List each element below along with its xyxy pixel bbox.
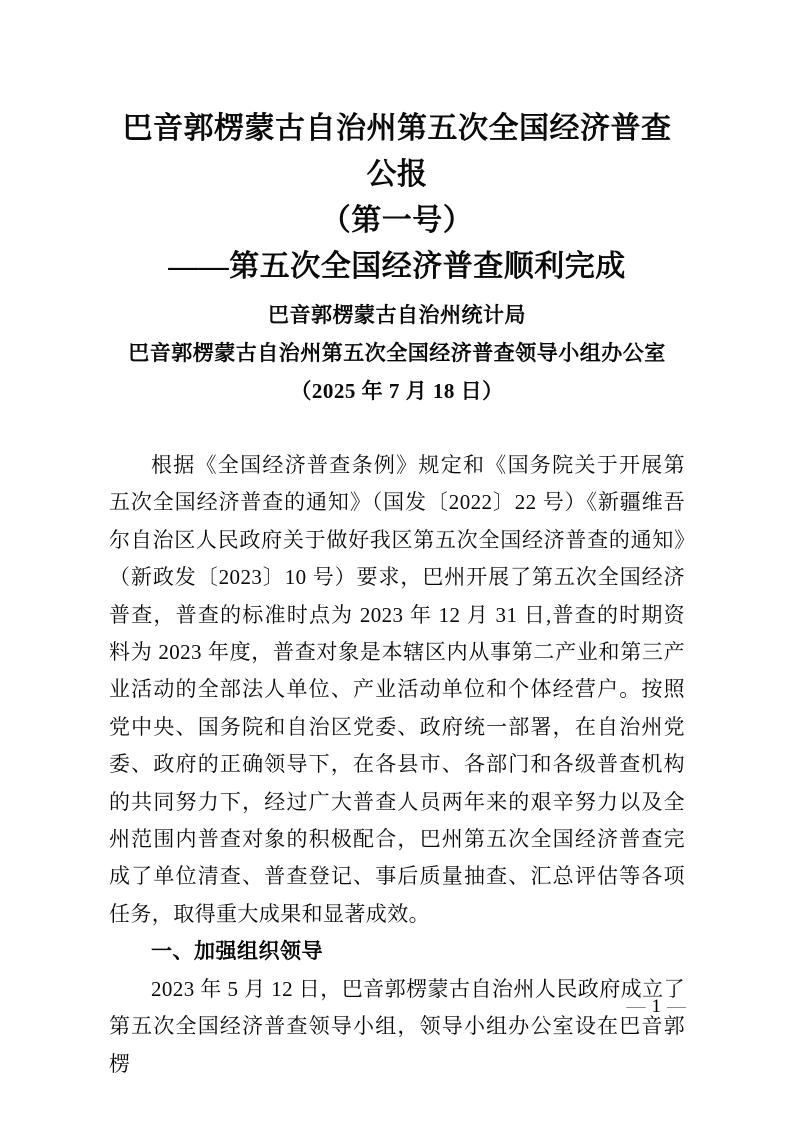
title-line-2: （第一号）	[320, 204, 474, 237]
document-title	[109, 106, 685, 290]
issuer-block	[109, 296, 685, 410]
issuer-statistics-bureau: 巴音郭楞蒙古自治州统计局	[268, 303, 526, 327]
paragraph-2: 2023 年 5 月 12 日，巴音郭楞蒙古自治州人民政府成立了第五次全国经济普查领导小组，领导小组办公室设在巴音郭楞	[109, 976, 685, 1076]
page-number-value: 1	[651, 996, 662, 1017]
page-number	[627, 994, 688, 1020]
page-number-dash-right: —	[667, 996, 687, 1017]
publication-date: （2025 年 7 月 18 日）	[290, 379, 504, 403]
title-line-3-subtitle: ——第五次全国经济普查顺利完成	[168, 250, 626, 283]
page-number-dash-left: —	[626, 996, 647, 1017]
issuer-census-leading-group-office: 巴音郭楞蒙古自治州第五次全国经济普查领导小组办公室	[128, 341, 666, 365]
paragraph-1: 根据《全国经济普查条例》规定和《国务院关于开展第五次全国经济普查的通知》（国发〔2022〕22 号）《新疆维吾尔自治区人民政府关于做好我区第五次全国经济普查的通知》（新政发〔2023〕10 号）要求，巴州开展了第五次全国经济普查，普查的标准时点为 2023 年 12 月 31 日,普查的时期资料为 2023 年度，普查对象是本辖区内从事第二产业和第三产业活动的全部法人单位、产业活动单位和个体经营户。按照党中央、国务院和自治区党委、政府统一部署，在自治州党委、政府的正确领导下，在各县市、各部门和各级普查机构的共同努力下，经过广大普查人员两年来的艰辛努力以及全州范围内普查对象的积极配合，巴州第五次全国经济普查完成了单位清查、普查登记、事后质量抽查、汇总评估等各项任务，取得重大成果和显著成效。	[109, 453, 685, 926]
section-heading-1: 一、加强组织领导	[151, 940, 323, 964]
title-line-1: 巴音郭楞蒙古自治州第五次全国经济普查公报	[122, 112, 672, 191]
